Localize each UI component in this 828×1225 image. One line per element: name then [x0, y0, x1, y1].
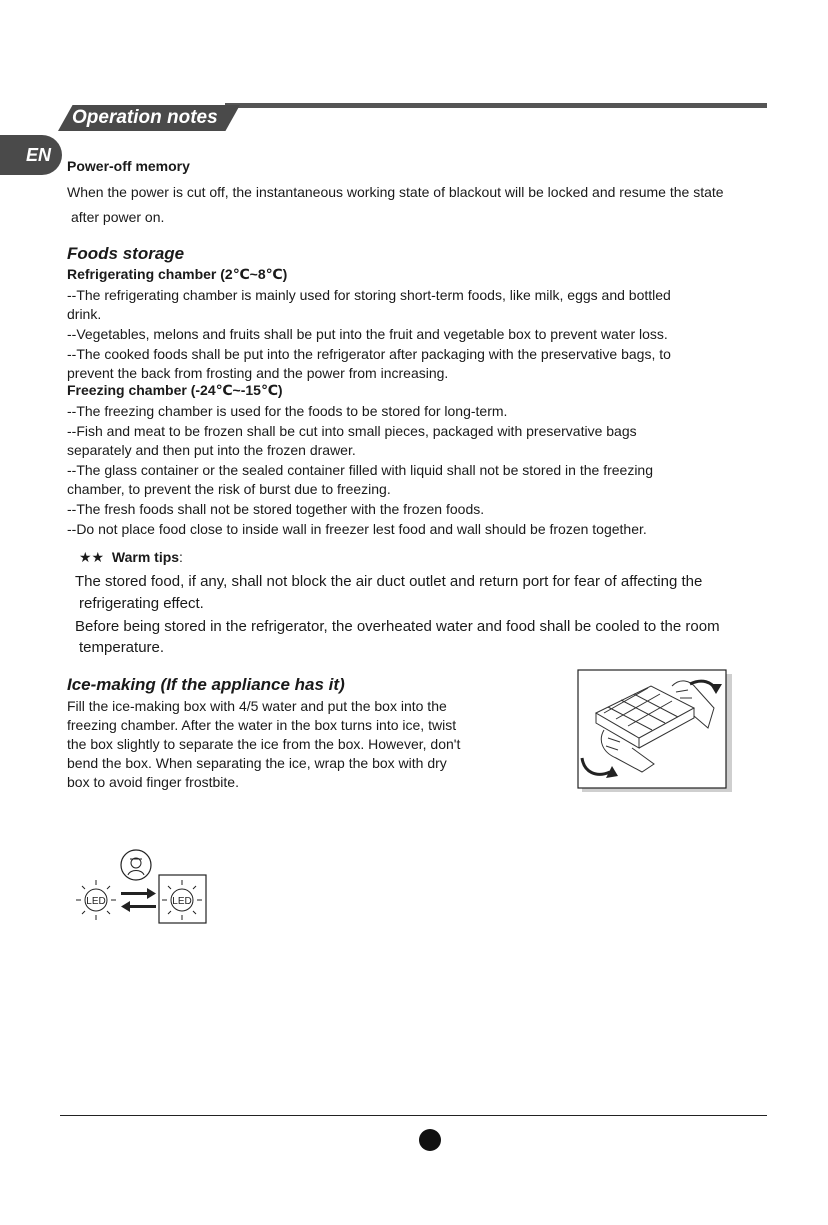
page-number-marker [419, 1129, 441, 1151]
tip-line: Before being stored in the refrigerator, the overheated water and food shall be cooled to the room [75, 618, 720, 635]
freeze-line: --The glass container or the sealed container filled with liquid shall not be stored in the freezing [67, 462, 653, 478]
ice-tray-illustration [576, 668, 736, 794]
star-icon: ★★ [79, 549, 105, 565]
warm-tips-colon: : [179, 549, 183, 565]
language-label: EN [26, 145, 52, 165]
warm-tips-label: Warm tips [111, 549, 180, 565]
freeze-line: --The freezing chamber is used for the foods to be stored for long-term. [67, 403, 508, 419]
swap-arrows-icon [121, 888, 156, 912]
refrig-line: prevent the back from frosting and the power from increasing. [67, 365, 449, 381]
ice-line: bend the box. When separating the ice, wrap the box with dry [67, 755, 447, 771]
refrigerating-heading: Refrigerating chamber (2℃~8℃) [67, 266, 288, 282]
freeze-line: chamber, to prevent the risk of burst due to freezing. [67, 481, 391, 497]
tip-line: temperature. [79, 639, 165, 656]
tip-line: The stored food, if any, shall not block the air duct outlet and return port for fear of affecting the [75, 573, 703, 590]
refrig-line: --The cooked foods shall be put into the refrigerator after packaging with the preservative bags, to [67, 346, 671, 362]
ice-line: Fill the ice-making box with 4/5 water and put the box into the [67, 698, 447, 714]
foods-storage-heading: Foods storage [67, 244, 185, 263]
ice-line: the box slightly to separate the ice from the box. However, don't [67, 736, 461, 752]
power-off-heading: Power-off memory [67, 158, 190, 174]
freeze-line: separately and then put into the frozen drawer. [67, 442, 356, 458]
header-rule [225, 103, 767, 108]
ice-making-heading: Ice-making (If the appliance has it) [67, 675, 345, 694]
refrig-line: --Vegetables, melons and fruits shall be put into the fruit and vegetable box to prevent water loss. [67, 326, 668, 342]
warm-tips-heading [79, 549, 183, 565]
power-off-line-1: When the power is cut off, the instantaneous working state of blackout will be locked and resume the state [67, 184, 724, 200]
led-right-label: LED [172, 896, 192, 907]
footer-rule [60, 1115, 767, 1116]
freezing-heading: Freezing chamber (-24℃~-15℃) [67, 382, 283, 398]
freeze-line: --Fish and meat to be frozen shall be cut into small pieces, packaged with preservative bags [67, 423, 637, 439]
freeze-line: --Do not place food close to inside wall in freezer lest food and wall should be frozen together. [67, 521, 647, 537]
refrig-line: --The refrigerating chamber is mainly used for storing short-term foods, like milk, eggs and bottled [67, 287, 671, 303]
refrig-line: drink. [67, 306, 102, 322]
led-indicator-illustration [70, 848, 215, 926]
led-left-label: LED [86, 896, 106, 907]
power-off-line-2: after power on. [71, 209, 165, 225]
ice-line: freezing chamber. After the water in the box turns into ice, twist [67, 717, 457, 733]
page-title: Operation notes [72, 107, 218, 128]
freeze-line: --The fresh foods shall not be stored together with the frozen foods. [67, 501, 485, 517]
ice-line: box to avoid finger frostbite. [67, 774, 239, 790]
service-icon [121, 850, 151, 880]
tip-line: refrigerating effect. [79, 595, 204, 612]
